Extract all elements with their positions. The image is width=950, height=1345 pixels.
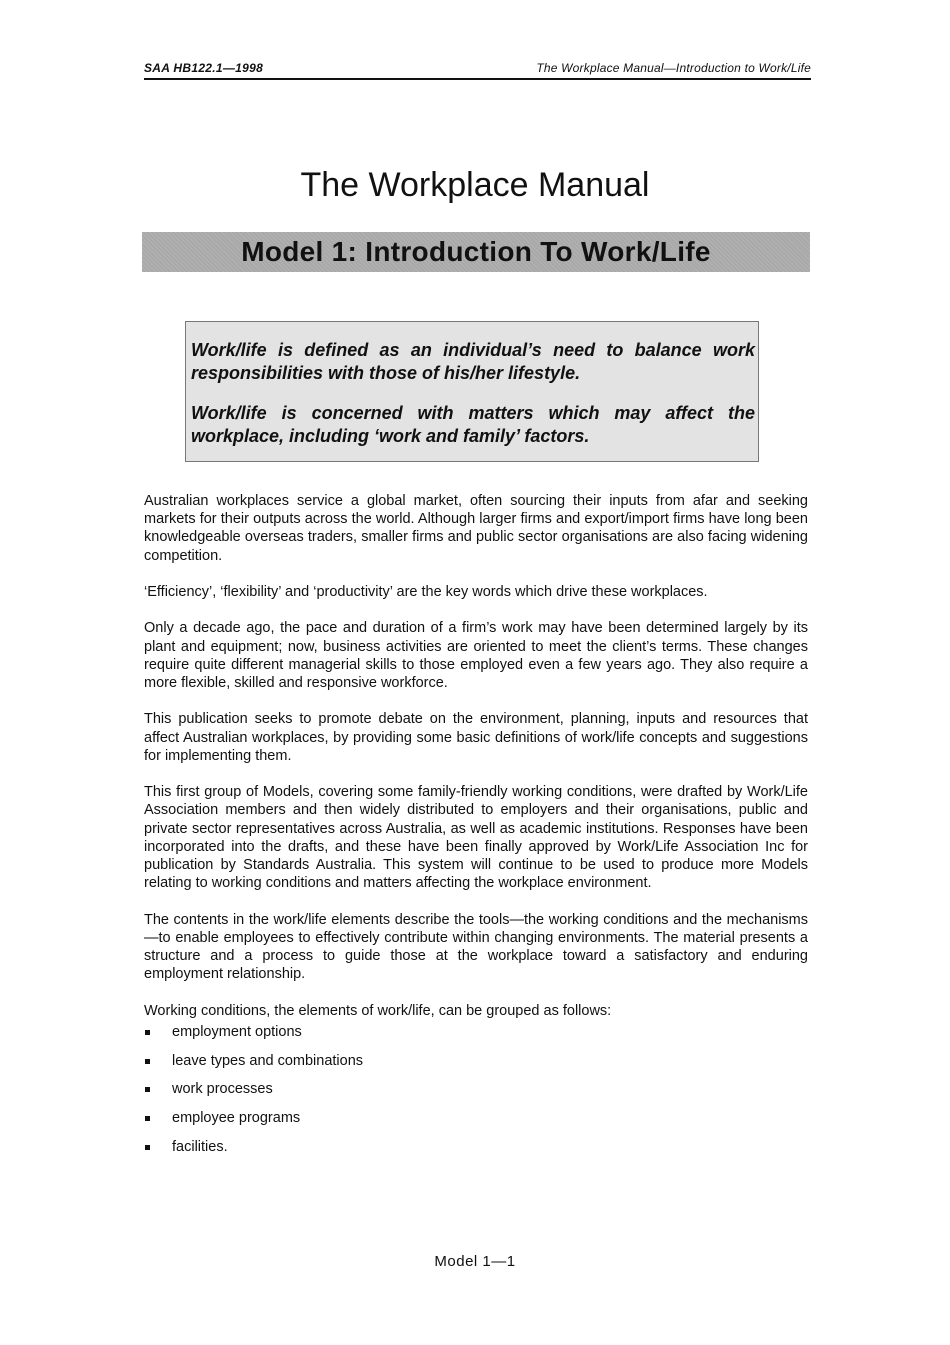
list-item-text: employee programs bbox=[172, 1110, 301, 1127]
list-item bbox=[144, 1138, 808, 1167]
document-title: The Workplace Manual bbox=[300, 166, 650, 204]
working-conditions-list bbox=[144, 1023, 808, 1167]
body-paragraph: The contents in the work/life elements describe the tools—the working conditions and the mechanisms—to enable employees to effectively contribute within changing environments. The material presents a structure and a process to guide those at the workplace toward a satisfactory and enduring employment relationship. bbox=[144, 911, 808, 983]
list-item bbox=[144, 1080, 808, 1109]
body-paragraph: ‘Efficiency’, ‘flexibility’ and ‘productivity’ are the key words which drive these workplaces. bbox=[144, 584, 708, 600]
list-item-text: leave types and combinations bbox=[172, 1052, 364, 1069]
model-banner-text: Model 1: Introduction To Work/Life bbox=[241, 236, 711, 267]
model-banner bbox=[142, 232, 810, 272]
page-number: Model 1—1 bbox=[434, 1253, 516, 1270]
definition-box bbox=[185, 321, 759, 462]
body-paragraph: Australian workplaces service a global market, often sourcing their inputs from afar and seeking markets for their outputs across the world. Although larger firms and export/import firms have long been knowledgeable overseas traders, smaller firms and public sector organisations are also facing widening competition. bbox=[144, 493, 808, 564]
body-paragraph: This first group of Models, covering some family-friendly working conditions, were drafted by Work/Life Association members and then widely distributed to employers and their organisations, public and private sector representatives across Australia, as well as academic institutions. Responses have been incorporated into the drafts, and these have been finally approved by Work/Life Association Inc for publication by Standards Australia. This system will continue to be used to produce more Models relating to working conditions and matters affecting the workplace environment. bbox=[144, 784, 808, 892]
list-item-text: work processes bbox=[172, 1081, 273, 1098]
square-bullet-icon bbox=[145, 1116, 150, 1121]
standard-number: SAA HB122.1—1998 bbox=[144, 61, 264, 75]
running-header bbox=[144, 61, 811, 80]
square-bullet-icon bbox=[145, 1087, 150, 1092]
list-item-text: facilities. bbox=[172, 1138, 228, 1155]
body-paragraph: This publication seeks to promote debate on the environment, planning, inputs and resources that affect Australian workplaces, by providing some basic definitions of work/life concepts and suggestions for implementing them. bbox=[144, 711, 808, 764]
list-item-text: employment options bbox=[172, 1023, 302, 1040]
square-bullet-icon bbox=[145, 1030, 150, 1035]
definition-paragraph-1: Work/life is defined as an individual’s need to balance work responsibilities with those of his/her lifestyle. bbox=[191, 340, 755, 383]
running-title: The Workplace Manual—Introduction to Work/Life bbox=[536, 61, 811, 75]
body-paragraph: Only a decade ago, the pace and duration of a firm’s work may have been determined largely by its plant and equipment; now, business activities are oriented to meet the client’s terms. These changes require quite different managerial skills to those employed even a few years ago. They also require a more flexible, skilled and responsive workforce. bbox=[144, 620, 808, 691]
list-item bbox=[144, 1052, 808, 1081]
square-bullet-icon bbox=[145, 1059, 150, 1064]
list-item bbox=[144, 1109, 808, 1138]
definition-paragraph-2: Work/life is concerned with matters which may affect the workplace, including ‘work and family’ factors. bbox=[191, 403, 755, 446]
body-text bbox=[144, 492, 808, 1167]
list-item bbox=[144, 1023, 808, 1052]
square-bullet-icon bbox=[145, 1145, 150, 1150]
list-intro: Working conditions, the elements of work/life, can be grouped as follows: bbox=[144, 1002, 612, 1019]
